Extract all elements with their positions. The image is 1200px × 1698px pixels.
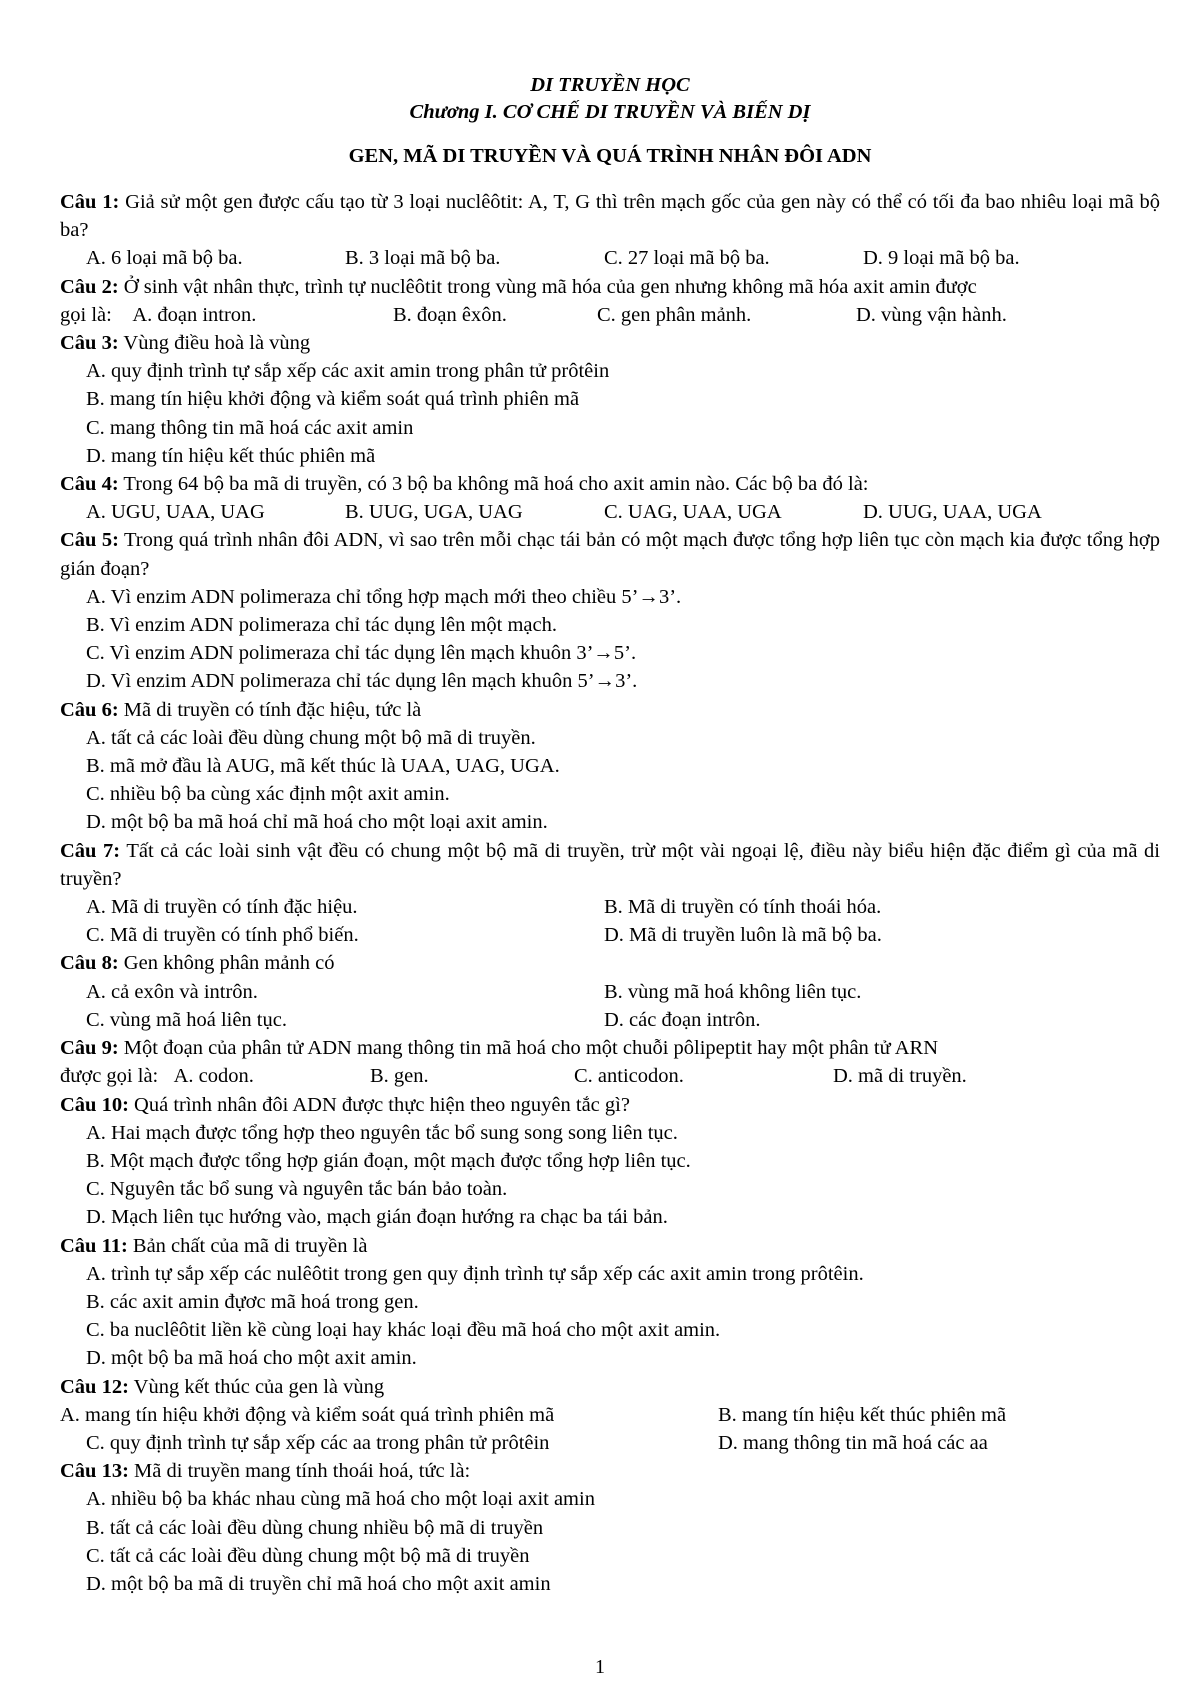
option-a: A. đoạn intron.	[132, 303, 257, 326]
option-a: A. quy định trình tự sắp xếp các axit amin trong phân tử prôtêin	[86, 360, 610, 383]
option-d: D. 9 loại mã bộ ba.	[863, 247, 1020, 270]
question-label: Câu 6:	[60, 698, 119, 721]
subject-heading: DI TRUYỀN HỌC	[530, 74, 690, 96]
option-c: C. ba nuclêôtit liền kề cùng loại hay khác loại đều mã hoá cho một axit amin.	[86, 1319, 721, 1342]
question-6	[60, 696, 1160, 724]
question-7	[60, 837, 1160, 893]
option-c: C. tất cả các loài đều dùng chung một bộ mã di truyền	[86, 1544, 530, 1567]
option-c: C. UAG, UAA, UGA	[604, 501, 782, 524]
answer-row	[60, 1401, 1160, 1429]
option-d: D. UUG, UAA, UGA	[863, 501, 1042, 524]
question-text: Một đoạn của phân tử ADN mang thông tin mã hoá cho một chuỗi pôlipeptit hay một phân tử ARN	[118, 1037, 939, 1060]
question-10	[60, 1091, 1160, 1119]
question-13	[60, 1457, 1160, 1485]
option-b: B. gen.	[370, 1065, 429, 1088]
option-b: B. UUG, UGA, UAG	[345, 501, 523, 524]
question-label: Câu 3:	[60, 332, 119, 355]
question-4	[60, 470, 1160, 498]
option-a: A. tất cả các loài đều dùng chung một bộ mã di truyền.	[86, 726, 536, 749]
option-b: B. vùng mã hoá không liên tục.	[604, 980, 862, 1003]
question-label: Câu 9:	[60, 1037, 119, 1060]
option-a: A. Mã di truyền có tính đặc hiệu.	[86, 896, 358, 919]
option-c: C. quy định trình tự sắp xếp các aa trong phân tử prôtêin	[86, 1431, 550, 1454]
question-label: Câu 8:	[60, 952, 119, 975]
chapter-heading: Chương I. CƠ CHẾ DI TRUYỀN VÀ BIẾN DỊ	[409, 101, 811, 123]
question-text: Mã di truyền có tính đặc hiệu, tức là	[118, 698, 422, 721]
question-5	[60, 526, 1160, 582]
option-d: D. một bộ ba mã di truyền chỉ mã hoá cho một axit amin	[86, 1572, 551, 1595]
option-b: B. Một mạch được tổng hợp gián đoạn, một mạch được tổng hợp liên tục.	[86, 1149, 691, 1172]
question-text: Trong quá trình nhân đôi ADN, vì sao trên mỗi chạc tái bản có một mạch được tổng hợp liên tục còn mạch kia được tổng hợp gián đoạn?	[60, 529, 1160, 580]
option-d: D. Mã di truyền luôn là mã bộ ba.	[604, 924, 882, 947]
answer-row	[60, 1429, 1160, 1457]
option-a: A. Vì enzim ADN polimeraza chỉ tổng hợp mạch mới theo chiều 5’→3’.	[86, 585, 682, 608]
question-text: Trong 64 bộ ba mã di truyền, có 3 bộ ba không mã hoá cho axit amin nào. Các bộ ba đó là:	[118, 473, 869, 496]
option-a: A. UGU, UAA, UAG	[86, 501, 265, 524]
question-text: Vùng kết thúc của gen là vùng	[128, 1375, 385, 1398]
answer-row	[60, 978, 1160, 1006]
option-c: C. nhiều bộ ba cùng xác định một axit amin.	[86, 783, 450, 806]
document-page	[60, 72, 1160, 1598]
question-label: Câu 12:	[60, 1375, 129, 1398]
answer-row	[60, 244, 1160, 272]
option-c: C. vùng mã hoá liên tục.	[86, 1008, 287, 1031]
option-b: B. mã mở đầu là AUG, mã kết thúc là UAA, UAG, UGA.	[86, 755, 560, 778]
question-label: Câu 2:	[60, 275, 119, 298]
option-b: B. các axit amin đựơc mã hoá trong gen.	[86, 1290, 419, 1313]
option-b: B. mang tín hiệu kết thúc phiên mã	[718, 1403, 1007, 1426]
option-b: B. đoạn êxôn.	[393, 303, 507, 326]
question-label: Câu 10:	[60, 1093, 129, 1116]
option-a: A. nhiều bộ ba khác nhau cùng mã hoá cho một loại axit amin	[86, 1488, 595, 1511]
option-d: D. mã di truyền.	[833, 1065, 967, 1088]
option-d: D. mang tín hiệu kết thúc phiên mã	[86, 444, 376, 467]
option-d: D. Mạch liên tục hướng vào, mạch gián đoạn hướng ra chạc ba tái bản.	[86, 1206, 668, 1229]
question-label: Câu 5:	[60, 529, 119, 552]
question-8	[60, 949, 1160, 977]
question-text: Mã di truyền mang tính thoái hoá, tức là:	[128, 1460, 471, 1483]
option-d: D. mang thông tin mã hoá các aa	[718, 1431, 988, 1454]
question-label: Câu 4:	[60, 473, 119, 496]
option-a: A. mang tín hiệu khởi động và kiểm soát quá trình phiên mã	[60, 1403, 555, 1426]
option-a: A. codon.	[173, 1065, 254, 1088]
question-text: Giả sử một gen được cấu tạo từ 3 loại nuclêôtit: A, T, G thì trên mạch gốc của gen này có thể có tối đa bao nhiêu loại mã bộ ba?	[60, 191, 1160, 242]
option-a: A. cả exôn và intrôn.	[86, 980, 258, 1003]
option-d: D. các đoạn intrôn.	[604, 1008, 761, 1031]
question-text: Ở sinh vật nhân thực, trình tự nuclêôtit trong vùng mã hóa của gen nhưng không mã hóa axit amin được	[118, 275, 977, 298]
question-text: Vùng điều hoà là vùng	[118, 332, 311, 355]
option-b: B. tất cả các loài đều dùng chung nhiều bộ mã di truyền	[86, 1516, 544, 1539]
answer-row	[60, 1062, 1160, 1090]
question-text: Gen không phân mảnh có	[118, 952, 335, 975]
question-1	[60, 188, 1160, 244]
question-11	[60, 1232, 1160, 1260]
answer-row	[60, 498, 1160, 526]
option-b: B. Mã di truyền có tính thoái hóa.	[604, 896, 882, 919]
question-12	[60, 1373, 1160, 1401]
option-a: A. Hai mạch được tổng hợp theo nguyên tắc bổ sung song song liên tục.	[86, 1121, 678, 1144]
option-d: D. vùng vận hành.	[856, 303, 1007, 326]
option-c: C. Mã di truyền có tính phổ biến.	[86, 924, 359, 947]
option-c: C. Vì enzim ADN polimeraza chỉ tác dụng lên mạch khuôn 3’→5’.	[86, 642, 637, 665]
option-c: C. mang thông tin mã hoá các axit amin	[86, 416, 414, 439]
question-label: Câu 7:	[60, 839, 121, 862]
answer-row	[60, 1006, 1160, 1034]
question-text-continued: được gọi là: A. codon.	[60, 1065, 254, 1088]
question-text-continued: gọi là: A. đoạn intron.	[60, 303, 257, 326]
option-d: D. Vì enzim ADN polimeraza chỉ tác dụng lên mạch khuôn 5’→3’.	[86, 670, 638, 693]
option-b: B. mang tín hiệu khởi động và kiểm soát quá trình phiên mã	[86, 388, 580, 411]
question-9	[60, 1034, 1160, 1062]
section-title: GEN, MÃ DI TRUYỀN VÀ QUÁ TRÌNH NHÂN ĐÔI ADN	[348, 145, 872, 167]
answer-row	[60, 921, 1160, 949]
page-number: 1	[595, 1656, 605, 1678]
question-label: Câu 13:	[60, 1460, 129, 1483]
answer-row	[60, 301, 1160, 329]
option-b: B. Vì enzim ADN polimeraza chỉ tác dụng lên một mạch.	[86, 614, 557, 637]
option-a: A. trình tự sắp xếp các nulêôtit trong gen quy định trình tự sắp xếp các axit amin trong prôtêin.	[86, 1262, 864, 1285]
option-c: C. anticodon.	[574, 1065, 684, 1088]
option-c: C. gen phân mảnh.	[597, 303, 752, 326]
question-text: Tất cả các loài sinh vật đều có chung một bộ mã di truyền, trừ một vài ngoại lệ, điều này biểu hiện đặc điểm gì của mã di truyền?	[60, 839, 1160, 890]
option-d: D. một bộ ba mã hoá cho một axit amin.	[86, 1347, 417, 1370]
option-d: D. một bộ ba mã hoá chỉ mã hoá cho một loại axit amin.	[86, 811, 548, 834]
option-c: C. Nguyên tắc bổ sung và nguyên tắc bán bảo toàn.	[86, 1178, 508, 1201]
question-text: Quá trình nhân đôi ADN được thực hiện theo nguyên tắc gì?	[128, 1093, 630, 1116]
question-2	[60, 273, 1160, 301]
answer-row	[60, 893, 1160, 921]
option-a: A. 6 loại mã bộ ba.	[86, 247, 243, 270]
option-c: C. 27 loại mã bộ ba.	[604, 247, 770, 270]
option-b: B. 3 loại mã bộ ba.	[345, 247, 501, 270]
question-3	[60, 329, 1160, 357]
question-label: Câu 11:	[60, 1234, 128, 1257]
question-label: Câu 1:	[60, 191, 120, 213]
question-text: Bản chất của mã di truyền là	[127, 1234, 368, 1257]
